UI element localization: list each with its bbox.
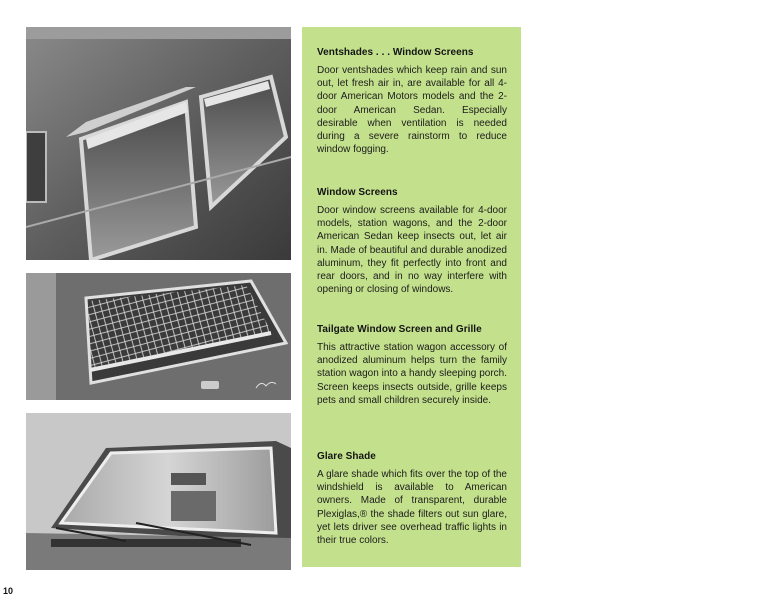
glare-shade-photo (26, 413, 291, 570)
section-window-screens (317, 187, 507, 296)
section-ventshades (317, 47, 507, 156)
section-body: Door ventshades which keep rain and sun out, let fresh air in, are available for all 4-door American Motors models and the 2-door American Sedan. Especially desirable when ventilation is needed during a severe rainstorm to reduce window fogging. (317, 65, 507, 156)
section-body: This attractive station wagon accessory of anodized aluminum helps turn the family station wagon into a handy sleeping porch. Screen keeps insects outside, grille keeps pets and small children securely inside. (317, 342, 507, 406)
car-side-windows-image (26, 27, 291, 260)
accessory-description-panel (302, 27, 521, 567)
tailgate-photo (26, 273, 291, 400)
ventshades-photo (26, 27, 291, 260)
windshield-image (26, 413, 291, 570)
section-title: Glare Shade (317, 451, 376, 462)
section-title: Tailgate Window Screen and Grille (317, 324, 482, 335)
section-body: Door window screens available for 4-door models, station wagons, and the 2-door American Sedan keep insects out, let air in. Made of beautiful and durable anodized aluminum, they fit perfectly into front and rear doors, and in no way interfere with opening or closing of windows. (317, 205, 507, 296)
section-tailgate-screen (317, 324, 507, 407)
page-number: 10 (3, 586, 14, 596)
section-title: Window Screens (317, 187, 398, 198)
section-title: Ventshades . . . Window Screens (317, 47, 474, 58)
tailgate-screen-image (26, 273, 291, 400)
section-body: A glare shade which fits over the top of the windshield is available to American owners. Made of transparent, durable Plexiglas,® the shade filters out sun glare, yet lets driver see overhead traffic lights in their true colors. (317, 469, 507, 547)
section-glare-shade (317, 451, 507, 547)
